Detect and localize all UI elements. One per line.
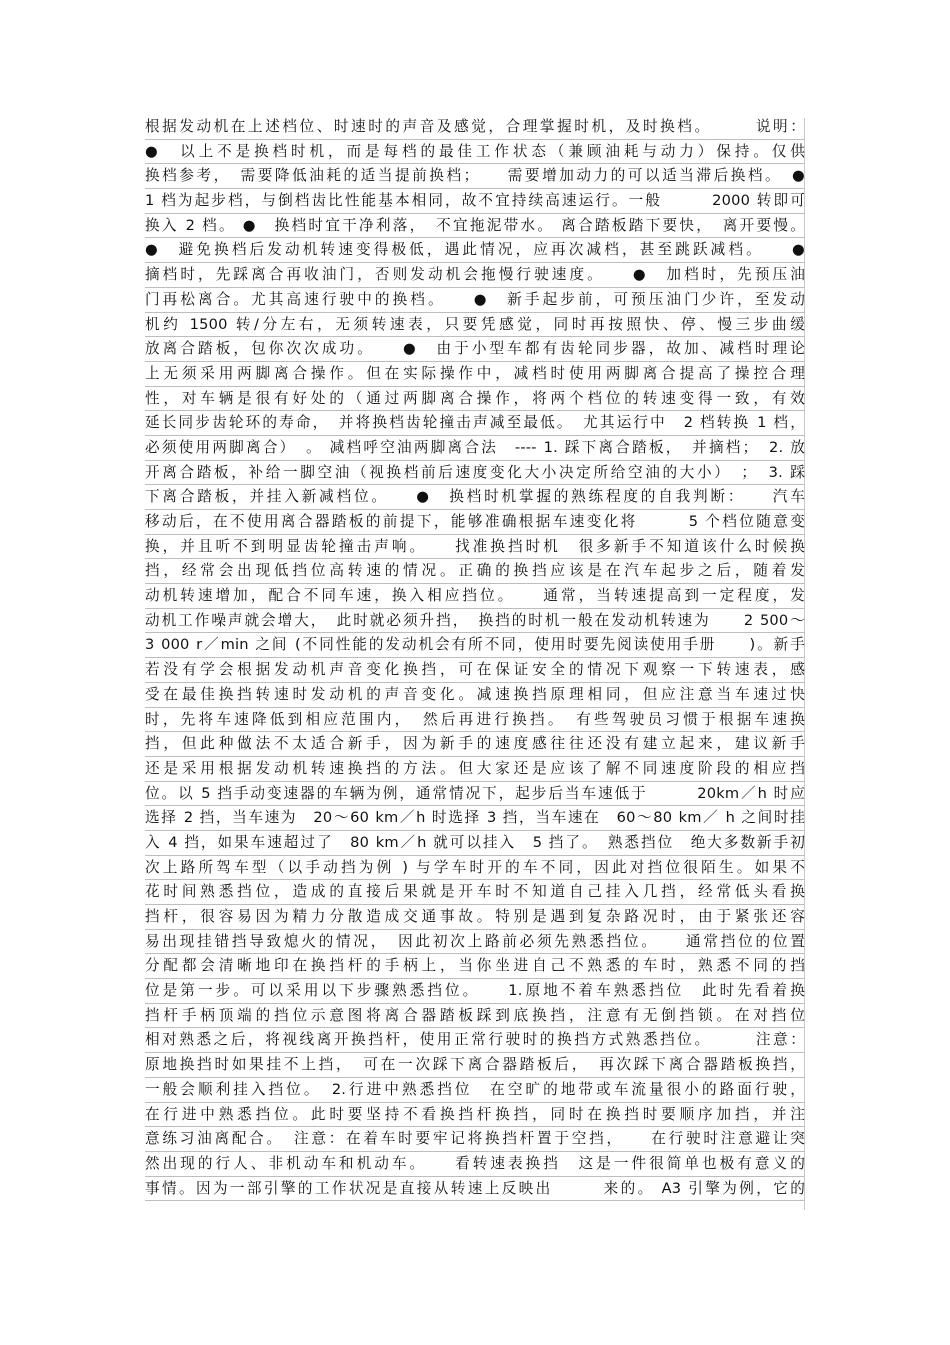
text-line: 选择 2 挡，当车速为 20～60 km／h 时选择 3 挡，当车速在 60～80 km／ h 之间时挂 xyxy=(145,806,805,831)
text-line: 位是第一步。可以采用以下步骤熟悉挡位。 1.原地不着车熟悉挡位 此时先看着换 xyxy=(145,979,805,1004)
text-line: 开离合踏板，补给一脚空油（视换档前后速度变化大小决定所给空油的大小） ； 3. 踩 xyxy=(145,461,805,486)
text-line: 易出现挂错挡导致熄火的情况， 因此初次上路前必须先熟悉挡位。 通常挡位的位置 xyxy=(145,930,805,955)
text-line: 门再松离合。尤其高速行驶中的换档。 ● 新手起步前，可预压油门少许，至发动 xyxy=(145,288,805,313)
text-line: 放离合踏板，包你次次成功。 ● 由于小型车都有齿轮同步器，故加、减档时理论 xyxy=(145,337,805,362)
text-line: 入 4 挡，如果车速超过了 80 km／h 就可以挂入 5 挡了。 熟悉挡位 绝大多数新手初 xyxy=(145,831,805,856)
text-line: 挡，但此种做法不太适合新手，因为新手的速度感往往还没有建立起来，建议新手 xyxy=(145,732,805,757)
text-line: 动机转速增加，配合不同车速，换入相应挡位。 通常，当转速提高到一定程度，发 xyxy=(145,584,805,609)
text-line: 3 000 r／min 之间 (不同性能的发动机会有所不同，使用时要先阅读使用手册 )。新手 xyxy=(145,633,805,658)
text-line: 位。以 5 挡手动变速器的车辆为例，通常情况下，起步后当车速低于 20km／h 时应 xyxy=(145,782,805,807)
text-line: 挡杆手柄顶端的挡位示意图将离合器踏板踩到底换挡，注意有无倒挡锁。在对挡位 xyxy=(145,1004,805,1029)
text-line: 摘档时，先踩离合再收油门，否则发动机会拖慢行驶速度。 ● 加档时，先预压油 xyxy=(145,263,805,288)
text-line: 事情。因为一部引擎的工作状况是直接从转速上反映出 来的。 A3 引擎为例，它的 xyxy=(145,1177,805,1202)
text-line: 一般会顺利挂入挡位。 2.行进中熟悉挡位 在空旷的地带或车流量很小的路面行驶， xyxy=(145,1078,805,1103)
text-line: 挡杆，很容易因为精力分散造成交通事故。特别是遇到复杂路况时，由于紧张还容 xyxy=(145,905,805,930)
text-line: 机约 1500 转/分左右，无须转速表，只要凭感觉，同时再按照快、停、慢三步曲缓 xyxy=(145,313,805,338)
text-line: 延长同步齿轮环的寿命， 并将换档齿轮撞击声减至最低。 尤其运行中 2 档转换 1 档， xyxy=(145,411,805,436)
text-line: ● 避免换档后发动机转速变得极低，遇此情况，应再次减档，甚至跳跃减档。 ● xyxy=(145,238,805,263)
text-line: 次上路所驾车型（以手动挡为例 ) 与学车时开的车不同，因此对挡位很陌生。如果不 xyxy=(145,856,805,881)
text-line: 还是采用根据发动机转速换挡的方法。但大家还是应该了解不同速度阶段的相应挡 xyxy=(145,757,805,782)
text-line: 意练习油离配合。 注意：在着车时要牢记将换挡杆置于空挡， 在行驶时注意避让突 xyxy=(145,1127,805,1152)
text-line: 性，对车辆是很有好处的（通过两脚离合操作，将两个档位的转速变得一致，有效 xyxy=(145,387,805,412)
text-line: 动机工作噪声就会增大， 此时就必须升挡， 换挡的时机一般在发动机转速为 2 500～ xyxy=(145,609,805,634)
text-line: 分配都会清晰地印在换挡杆的手柄上，当你坐进自己不熟悉的车时，熟悉不同的挡 xyxy=(145,954,805,979)
text-line: 上无须采用两脚离合操作。但在实际操作中，减档时使用两脚离合提高了操控合理 xyxy=(145,362,805,387)
body-text xyxy=(145,115,805,1201)
text-line: 换，并且听不到明显齿轮撞击声响。 找准换挡时机 很多新手不知道该什么时候换 xyxy=(145,535,805,560)
text-line: ● 以上不是换档时机，而是每档的最佳工作状态（兼顾油耗与动力）保持。仅供 xyxy=(145,140,805,165)
text-line: 移动后，在不使用离合器踏板的前提下，能够准确根据车速变化将 5 个档位随意变 xyxy=(145,510,805,535)
text-line: 下离合踏板，并挂入新减档位。 ● 换档时机掌握的熟练程度的自我判断： 汽车 xyxy=(145,485,805,510)
text-line: 原地换挡时如果挂不上挡， 可在一次踩下离合器踏板后， 再次踩下离合器踏板换挡， xyxy=(145,1053,805,1078)
text-line: 若没有学会根据发动机声音变化换挡，可在保证安全的情况下观察一下转速表，感 xyxy=(145,658,805,683)
text-line: 换档参考， 需要降低油耗的适当提前换档； 需要增加动力的可以适当滞后换档。 ● xyxy=(145,164,805,189)
text-line: 受在最佳换挡转速时发动机的声音变化。减速换挡原理相同，但应注意当车速过快 xyxy=(145,683,805,708)
text-line: 然出现的行人、非机动车和机动车。 看转速表换挡 这是一件很简单也极有意义的 xyxy=(145,1152,805,1177)
text-line: 必须使用两脚离合） 。 减档呼空油两脚离合法 ---- 1. 踩下离合踏板， 并摘档； 2. 放 xyxy=(145,436,805,461)
text-line: 1 档为起步档，与倒档齿比性能基本相同，故不宜持续高速运行。一般 2000 转即可 xyxy=(145,189,805,214)
text-line: 在行进中熟悉挡位。此时要坚持不看换挡杆换挡，同时在换挡时要顺序加挡，并注 xyxy=(145,1103,805,1128)
text-line: 相对熟悉之后，将视线离开换挡杆，使用正常行驶时的换挡方式熟悉挡位。 注意： xyxy=(145,1028,805,1053)
text-line: 换入 2 档。 ● 换档时宜干净利落， 不宜拖泥带水。 离合踏板踏下要快， 离开要慢。 xyxy=(145,214,805,239)
text-line: 挡，经常会出现低挡位高转速的情况。正确的换挡应该是在汽车起步之后，随着发 xyxy=(145,559,805,584)
text-line: 根据发动机在上述档位、时速时的声音及感觉，合理掌握时机，及时换档。 说明： xyxy=(145,115,805,140)
text-line: 时，先将车速降低到相应范围内， 然后再进行换挡。 有些驾驶员习惯于根据车速换 xyxy=(145,708,805,733)
text-line: 花时间熟悉挡位，造成的直接后果就是开车时不知道自己挂入几挡，经常低头看换 xyxy=(145,880,805,905)
